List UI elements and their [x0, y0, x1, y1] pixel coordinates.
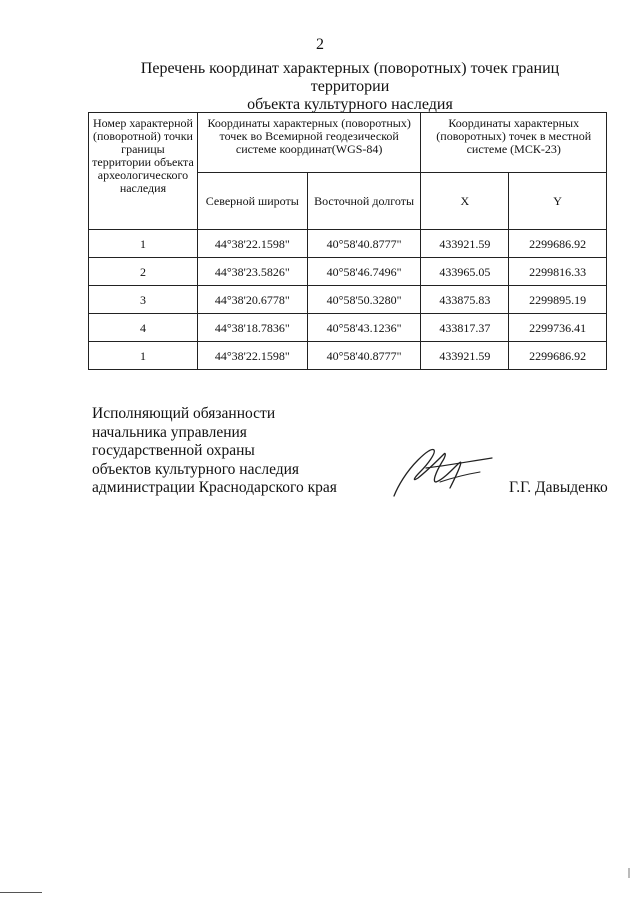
coordinates-table: [88, 112, 607, 370]
cell-point-number: 1: [89, 342, 198, 370]
signer-position-line: администрации Краснодарского края: [92, 479, 337, 496]
title-line-2: объекта культурного наследия: [247, 96, 453, 113]
scan-edge-mark: [0, 892, 42, 893]
header-x: X: [421, 173, 509, 230]
header-wgs84-group: Координаты характерных (поворотных) точек во Всемирной геодезической системе координат(WGS-84): [197, 113, 421, 173]
cell-east: 40°58'43.1236": [307, 314, 421, 342]
cell-north: 44°38'20.6778": [197, 286, 307, 314]
cell-point-number: 4: [89, 314, 198, 342]
cell-x: 433875.83: [421, 286, 509, 314]
cell-y: 2299736.41: [509, 314, 607, 342]
cell-north: 44°38'22.1598": [197, 342, 307, 370]
signer-position: [92, 405, 337, 498]
signer-name: Г.Г. Давыденко: [509, 479, 608, 496]
table-row: [89, 342, 607, 370]
cell-point-number: 2: [89, 258, 198, 286]
header-point-number: Номер характерной (поворотной) точки границы территории объекта археологического наследия: [89, 113, 198, 230]
cell-x: 433965.05: [421, 258, 509, 286]
cell-east: 40°58'40.8777": [307, 230, 421, 258]
cell-y: 2299895.19: [509, 286, 607, 314]
header-y: Y: [509, 173, 607, 230]
page-number: 2: [316, 36, 324, 53]
cell-x: 433921.59: [421, 342, 509, 370]
scan-speck: [628, 868, 630, 878]
cell-x: 433817.37: [421, 314, 509, 342]
signer-position-line: государственной охраны: [92, 442, 255, 459]
handwritten-signature: [388, 438, 498, 502]
header-east-longitude: Восточной долготы: [307, 173, 421, 230]
table-row: [89, 314, 607, 342]
cell-north: 44°38'23.5826": [197, 258, 307, 286]
table-row: [89, 286, 607, 314]
cell-y: 2299816.33: [509, 258, 607, 286]
cell-north: 44°38'22.1598": [197, 230, 307, 258]
cell-north: 44°38'18.7836": [197, 314, 307, 342]
signer-position-line: Исполняющий обязанности: [92, 405, 276, 422]
cell-point-number: 1: [89, 230, 198, 258]
cell-east: 40°58'50.3280": [307, 286, 421, 314]
table-row: [89, 230, 607, 258]
header-msk23-group: Координаты характерных (поворотных) точек в местной системе (МСК-23): [421, 113, 607, 173]
cell-east: 40°58'46.7496": [307, 258, 421, 286]
cell-y: 2299686.92: [509, 230, 607, 258]
signer-position-line: объектов культурного наследия: [92, 460, 300, 478]
title-line-1: Перечень координат характерных (поворотных) точек границ территории: [140, 60, 560, 95]
signer-position-line: начальника управления: [92, 423, 247, 441]
table-row: [89, 258, 607, 286]
cell-point-number: 3: [89, 286, 198, 314]
header-north-latitude: Северной широты: [197, 173, 307, 230]
cell-y: 2299686.92: [509, 342, 607, 370]
cell-east: 40°58'40.8777": [307, 342, 421, 370]
document-title: [100, 60, 600, 114]
cell-x: 433921.59: [421, 230, 509, 258]
